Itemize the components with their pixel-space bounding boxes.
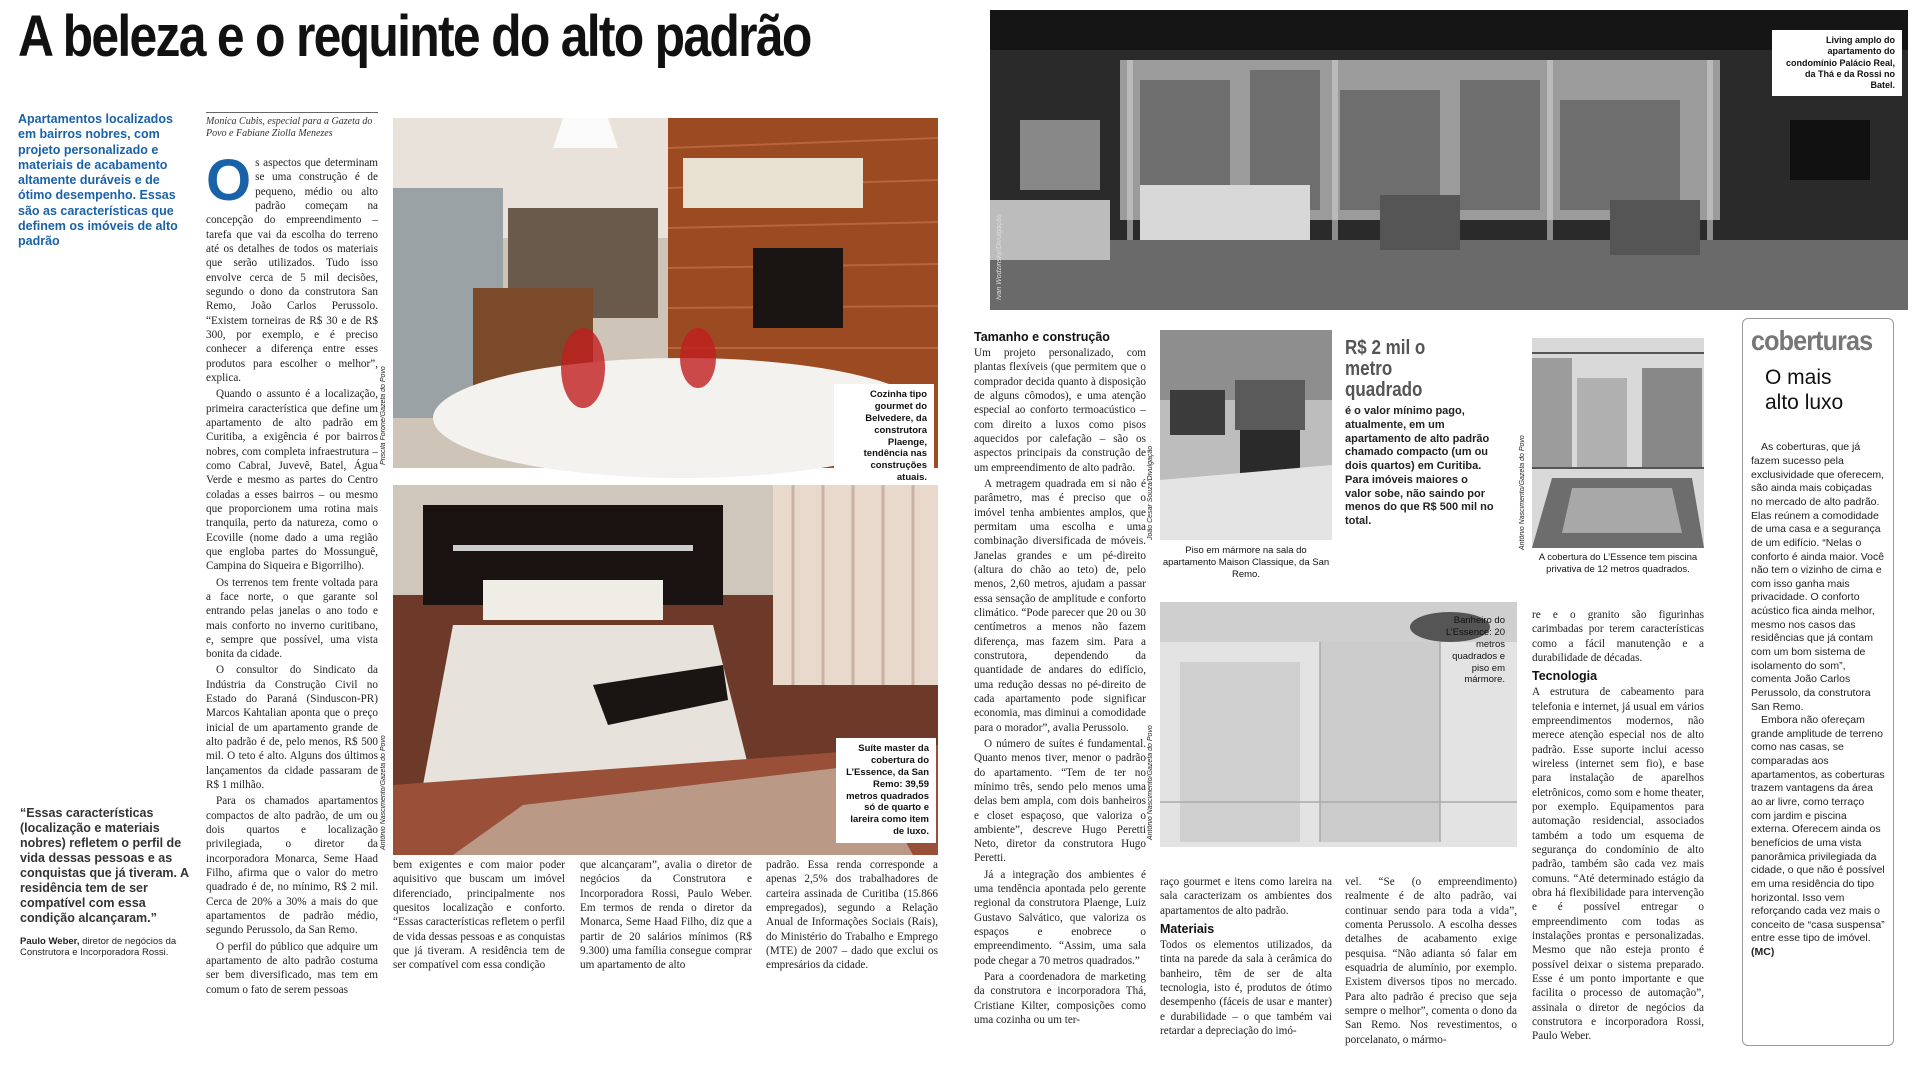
paragraph: A metragem quadrada em si não é parâmetro, mas é preciso que o imóvel tenha ambientes amplos, que permitam uma escolha e uma combinação diversificada de móveis. Janelas grandes e um pé-direito (altura do chão ao teto) de, pelo menos, 2,60 metros, ajudam a passar essa sensação de amplitude e conforto climático. “Pode parecer que 20 ou 30 centímetros a menos não fazem diferença, mas fazem sim. Para a construtora, dependendo da quantidade de andares do edifício, uma redução dessas no pé-direito de cada apartamento pode significar economia, mas diminui a comodidade para o morador”, avalia Perussolo. [974, 477, 1146, 734]
paragraph: Para a coordenadora de marketing da construtora e incorporadora Thá, Cristiane Kilter, composições como uma cozinha ou um ter- [974, 971, 1146, 1027]
article-column-a [974, 326, 1146, 1046]
sala-image [1160, 330, 1332, 540]
photo-caption: Piso em mármore na sala do apartamento Maison Classique, da San Remo. [1162, 545, 1330, 580]
price-heading-line-1: R$ 2 mil o metro [1345, 337, 1426, 380]
sidebar-title-line-2: alto luxo [1765, 391, 1844, 415]
pull-quote [20, 806, 190, 959]
photo-credit: Ivan Wodzinsky/Divulgação [996, 214, 1003, 300]
pool-image [1532, 338, 1704, 548]
paragraph: O consultor do Sindicato da Indústria da Construção Civil no Estado do Paraná (Sinduscon-PR) Marcos Kahtalian aponta que o preço inicial de um apartamento grande de alto padrão é de, pelo menos, R$ 500 mil. O teto é alto. Alguns dos últimos lançamentos da cidade passaram de R$ 1 milhão. [206, 664, 378, 792]
paragraph: Quando o assunto é a localização, primeira característica que define um apartamento de alto padrão em Curitiba, a exigência é por bairros nobres, com completa infraestrutura – como Cabral, Juvevê, Batel, Água Verde e mesmo as partes do Centro coladas a esses bairros – ou mesmo que proporcionem uma rotina mais tranquila, perto da natureza, como o Ecoville (nome dado a uma região que engloba partes do Mossunguê, Campina do Siqueira e Bigorrilho). [206, 388, 378, 573]
photo-caption: Suíte master da cobertura do L’Essence, da San Remo: 39,59 metros quadrados só de quarto e lareira como item de luxo. [836, 738, 936, 843]
paragraph: As coberturas, que já fazem sucesso pela exclusividade que oferecem, são ainda mais cobiçadas no mercado de alto padrão. Elas reúnem a comodidade de uma casa e a segurança de um edifício. “Nelas o conforto é ainda maior. Você não tem o vizinho de cima e com isso ganha mais privacidade. O conforto acústico fica ainda melhor, mesmo nos casos das residências que já contam com um bom sistema de isolamento do som”, comenta João Carlos Perussolo, da construtora San Remo. [1751, 441, 1885, 713]
photo-credit: Priscila Forone/Gazeta do Povo [380, 366, 387, 465]
paragraph: que alcançaram”, avalia o diretor de negócios da Construtora e Incorporadora Rossi, Paulo Weber. Em termos de renda o diretor da Monarca, Seme Haad Filho, diz que a partir de 20 salários mínimos (R$ 9.300) uma família consegue comprar um apartamento de alto [580, 859, 752, 972]
sidebar-signature: (MC) [1751, 946, 1775, 959]
quote-author-role: diretor de negócios da Construtora e Incorporadora Rossi. [20, 936, 177, 959]
price-body: é o valor mínimo pago, atualmente, em um apartamento de alto padrão chamado compacto (um ou dois quartos) em Curitiba. Para imóveis maiores o valor sobe, não saindo por menos do que R$ 500 mil no total. [1345, 405, 1494, 527]
photo-sala [1160, 330, 1332, 540]
photo-pool [1532, 338, 1704, 548]
article-column-d [1532, 608, 1704, 1048]
headline: A beleza e o requinte do alto padrão [18, 4, 811, 69]
paragraph: bem exigentes e com maior poder aquisitivo que buscam um imóvel diferenciado, principalmente nos quesitos localização e conforto. “Essas características refletem o perfil de vida dessas pessoas e as conquistas que já tiveram. A residência tem de ser compatível com essa condição [393, 859, 565, 972]
paragraph: Todos os elementos utilizados, da tinta na parede da sala à cerâmica do banheiro, têm de ser de alta tecnologia, isto é, produtos de ótimo desempenho (fáceis de usar e manter) e durabilidade – o que também vai retardar a depreciação do imó- [1160, 938, 1332, 1037]
living-room-image [990, 10, 1908, 310]
paragraph: Um projeto personalizado, com plantas flexíveis (que permitem que o comprador decida quanto à disposição de alguns cômodos), e uma atenção especial ao conforto termoacústico – com direito a luxos como pisos aquecidos por calefação – são os aspectos principais da construção de um empreendimento de alto padrão. [974, 347, 1146, 474]
article-column-2 [393, 858, 565, 972]
byline-text: Monica Cubis, especial para a Gazeta do Povo e Fabiane Ziolla Menezes [206, 116, 373, 139]
photo-credit: Antônio Nascimento/Gazeta do Povo [380, 735, 387, 850]
paragraph: padrão. Essa renda corresponde a apenas 2,5% dos trabalhadores de carteira assinada de Curitiba (15.866 empregados), segundo a Relação Anual de Informações Sociais (Rais), do Ministério do Trabalho e Emprego (MTE) de 2007 – dado que exclui os empresários da cidade. [766, 859, 938, 972]
lead-paragraph: Apartamentos localizados em bairros nobres, com projeto personalizado e materiais de acabamento altamente duráveis e de ótimo desempenho. Essas são as características que definem os imóveis de alto padrão [18, 112, 178, 248]
subheading: Materiais [1160, 921, 1215, 936]
paragraph: O perfil do público que adquire um apartamento de alto padrão costuma ser bem diversificado, mas tem em comum o fato de serem pessoas [206, 940, 378, 996]
photo-credit: Antônio Nascimento/Gazeta do Povo [1519, 435, 1526, 550]
paragraph: Já a integração dos ambientes é uma tendência apontada pelo gerente regional da construtora Plaenge, Luiz Gustavo Salvático, que valoriza os espaços e enobrece o empreendimento. “Assim, uma sala pode chegar a 70 metros quadrados.” [974, 868, 1146, 967]
paragraph: A estrutura de cabeamento para telefonia e internet, já usual em vários empreendimentos modernos, não merece atenção especial nos de alto padrão. Esse suporte inclui acesso wireless (internet sem fio), e base para instalação de aparelhos eletrônicos, como som e home theater, por exemplo. Equipamentos para automação residencial, associados também a todo um esquema de segurança do condomínio de alto padrão, também são cada vez mais comuns. “Até determinado estágio da obra há flexibilidade para intervenção e é possível entregar o empreendimento com todas as instalações prontas e personalizadas. Mesmo que não esteja pronto é possível deixar o sistema preparado. Esse é um ponto importante e que facilita o processo de automação”, assinala o diretor de negócios da construtora e incorporadora Rossi, Paulo Weber. [1532, 686, 1704, 1043]
paragraph: Os terrenos tem frente voltada para a face norte, o que garante sol entrando pelas janelas o ano todo e mais conforto no inverno curitibano, e, sempre que possível, uma vista bonita da cidade. [206, 576, 378, 661]
photo-credit: João Cesar Souza/Divulgação [1147, 445, 1154, 540]
article-column-b [1160, 875, 1332, 1047]
quote-author-name: Paulo Weber, [20, 936, 80, 947]
article-column-3 [580, 858, 752, 972]
subheading: Tamanho e construção [974, 330, 1110, 344]
sidebar-title [1751, 365, 1885, 415]
photo-caption: Cozinha tipo gourmet do Belvedere, da construtora Plaenge, tendência nas construções atuais. [834, 384, 934, 489]
sidebar-title-line-1: O mais [1765, 366, 1832, 389]
paragraph: re e o granito são figurinhas carimbadas por terem características como a fácil manutenção e a durabilidade de décadas. [1532, 609, 1704, 664]
paragraph: raço gourmet e itens como lareira na sala caracterizam os ambientes dos apartamentos de alto padrão. [1160, 876, 1332, 917]
paragraph: Embora não ofereçam grande amplitude de terreno como nas casas, se comparadas aos apartamentos, as coberturas trazem vantagens da área ao ar livre, como terraço com jardim e piscina externa. Oferecem ainda os benefícios de uma vista panorâmica privilegiada da cidade, o que não é possível em uma residência do tipo horizontal. Isso vem reforçando cada vez mais o conceito de “casa suspensa” entre esse tipo de imóvel. [1751, 714, 1885, 945]
paragraph: O número de suítes é fundamental. Quanto menos tiver, menor o padrão do apartamento. “Tem de ter no mínimo três, sendo pelo menos uma delas bem ampla, com dois banheiros e closet espaçoso, que valoriza o ambiente”, descreve Hugo Peretti Neto, diretor da construtora Hugo Peretti. [974, 737, 1146, 865]
paragraph: s aspectos que determinam se uma construção é de pequeno, médio ou alto padrão começam na concepção do empreendimento – tarefa que vai da escolha do terreno até os detalhes de todos os materiais que serão utilizados. Tudo isso envolve cerca de 5 mil decisões, segundo o dono da construtora San Remo, João Carlos Perussolo. “Existem torneiras de R$ 30 e de R$ 300, por exemplo, e é preciso conhecer a diferença entre esses produtos para escolher o melhor”, explica. [206, 157, 378, 384]
article-column-1 [206, 148, 378, 996]
photo-caption: Banheiro do L’Essence: 20 metros quadrados e piso em mármore. [1445, 615, 1505, 686]
paragraph: vel. “Se (o empreendimento) realmente é de alto padrão, vai continuar sendo para toda a vida”, comenta Perussolo. A escolha desses detalhes de acabamento exige pesquisa. “Não adianta só falar em esquadria de alumínio, por exemplo. Existem diversos tipos no mercado. Para alto padrão é preciso que seja sempre o melhor”, comenta o dono da San Remo. Nos revestimentos, o porcelanato, o mármo- [1345, 876, 1517, 1046]
photo-living-room [990, 10, 1908, 310]
article-column-4 [766, 858, 938, 972]
drop-cap: O [206, 148, 252, 213]
byline [206, 112, 378, 140]
price-heading-line-2: quadrado [1345, 379, 1423, 401]
photo-caption: Living amplo do apartamento do condomínio Palácio Real, da Thá e da Rossi no Batel. [1772, 30, 1902, 96]
price-highlight [1345, 338, 1495, 529]
subheading: Tecnologia [1532, 669, 1598, 684]
paragraph: Para os chamados apartamentos compactos de alto padrão, de um ou dois quartos e localização privilegiada, o diretor da incorporadora Monarca, Seme Haad Filho, afirma que o valor do metro quadrado é de, no mínimo, R$ 2 mil. Cerca de 20% a 30% a mais do que apartamentos de padrão médio, segundo Perussolo, da San Remo. [206, 795, 378, 937]
photo-caption: A cobertura do L’Essence tem piscina privativa de 12 metros quadrados. [1538, 552, 1698, 575]
photo-credit: Antônio Nascimento/Gazeta do Povo [1147, 725, 1154, 840]
sidebar-coberturas [1742, 318, 1894, 1046]
article-column-c [1345, 875, 1517, 1047]
pull-quote-author [20, 936, 190, 959]
sidebar-kicker: coberturas [1751, 325, 1873, 356]
pull-quote-text: “Essas características (localização e materiais nobres) refletem o perfil de vida dessas pessoas e as conquistas que já tiveram. A residência tem de ser compatível com essa condição alcançaram.” [20, 806, 189, 925]
